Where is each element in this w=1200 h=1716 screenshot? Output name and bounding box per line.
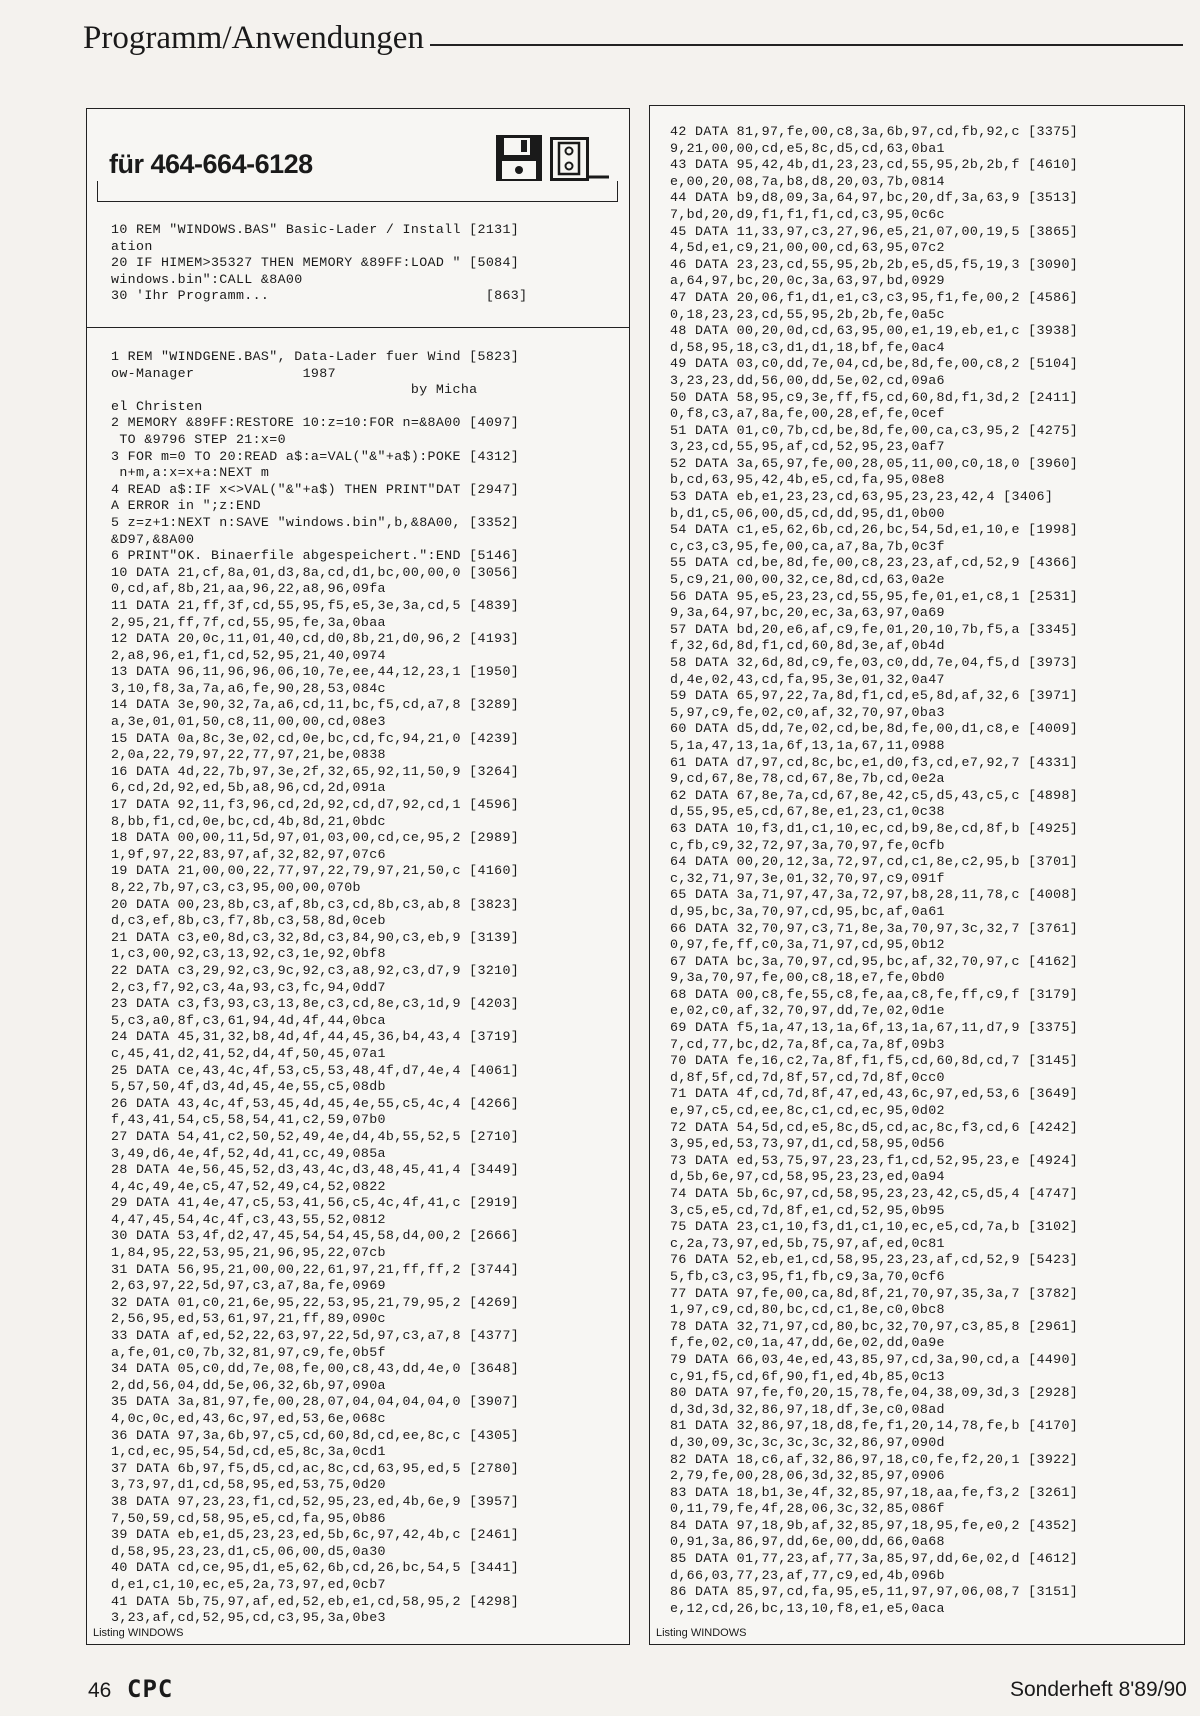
listing-caption: Listing WINDOWS bbox=[93, 1627, 184, 1639]
magazine-logo: CPC bbox=[127, 1675, 174, 1703]
platform-title: für 464-664-6128 bbox=[109, 149, 313, 179]
data-listing-continued: 42 DATA 81,97,fe,00,c8,3a,6b,97,cd,fb,92,c [3375] 9,21,00,00,cd,e5,8c,d5,cd,63,0ba1 43 DATA 95,42,4b,d1,23,23,cd,55,95,2b,2b,f [4610] e,00,20,08,7a,b8,d8,20,03,7b,0814 44 DATA b9,d8,09,3a,64,97,bc,20,df,3a,63,9 [3513] 7,bd,20,d9,f1,f1,f1,cd,c3,95,0c6c 45 DATA 11,33,97,c3,27,96,e5,21,07,00,19,5 [3865] 4,5d,e1,c9,21,00,00,cd,63,95,07c2 46 DATA 23,23,cd,55,95,2b,2b,e5,d5,f5,19,3 [3090] a,64,97,bc,20,0c,3a,63,97,bd,0929 47 DATA 20,06,f1,d1,e1,c3,c3,95,f1,fe,00,2 [4586] 0,18,23,23,cd,55,95,2b,2b,fe,0a5c 48 DATA 00,20,0d,cd,63,95,00,e1,19,eb,e1,c [3938] d,58,95,18,c3,d1,d1,18,bf,fe,0ac4 49 DATA 03,c0,dd,7e,04,cd,be,8d,fe,00,c8,2 [5104] 3,23,23,dd,56,00,dd,5e,02,cd,09a6 50 DATA 58,95,c9,3e,ff,f5,cd,60,8d,f1,3d,2 [2411] 0,f8,c3,a7,8a,fe,00,28,ef,fe,0cef 51 DATA 01,c0,7b,cd,be,8d,fe,00,ca,c3,95,2 [4275] 3,23,cd,55,95,af,cd,52,95,23,0af7 52 DATA 3a,65,97,fe,00,28,05,11,00,c0,18,0 [3960] b,cd,63,95,42,4b,e5,cd,fa,95,08e8 53 DATA eb,e1,23,23,cd,63,95,23,23,42,4 [3406] b,d1,c5,06,00,d5,cd,dd,95,d1,0b00 54 DATA c1,e5,62,6b,cd,26,bc,54,5d,e1,10,e [1998] c,c3,c3,95,fe,00,ca,a7,8a,7b,0c3f 55 DATA cd,be,8d,fe,00,c8,23,23,af,cd,52,9 [4366] 5,c9,21,00,00,32,ce,8d,cd,63,0a2e 56 DATA 95,e5,23,23,cd,55,95,fe,01,e1,c8,1 [2531] 9,3a,64,97,bc,20,ec,3a,63,97,0a69 57 DATA bd,20,e6,af,c9,fe,01,20,10,7b,f5,a [3345] f,32,6d,8d,f1,cd,60,8d,3e,af,0b4d 58 DATA 32,6d,8d,c9,fe,03,c0,dd,7e,04,f5,d [3973] d,4e,02,43,cd,fa,95,3e,01,32,0a47 59 DATA 65,97,22,7a,8d,f1,cd,e5,8d,af,32,6 [3971] 5,97,c9,fe,02,c0,af,32,70,97,0ba3 60 DATA d5,dd,7e,02,cd,be,8d,fe,00,d1,c8,e [4009] 5,1a,47,13,1a,6f,13,1a,67,11,0988 61 DATA d7,97,cd,8c,bc,e1,d0,f3,cd,e7,92,7 [4331] 9,cd,67,8e,78,cd,67,8e,7b,cd,0e2a 62 DATA 67,8e,7a,cd,67,8e,42,c5,d5,43,c5,c [4898] d,55,95,e5,cd,67,8e,e1,23,c1,0c38 63 DATA 10,f3,d1,c1,10,ec,cd,b9,8e,cd,8f,b [4925] c,fb,c9,32,72,97,3a,70,97,fe,0cfb 64 DATA 00,20,12,3a,72,97,cd,c1,8e,c2,95,b [3701] c,32,71,97,3e,01,32,70,97,c9,091f 65 DATA 3a,71,97,47,3a,72,97,b8,28,11,78,c [4008] d,95,bc,3a,70,97,cd,95,bc,af,0a61 66 DATA 32,70,97,c3,71,8e,3a,70,97,3c,32,7 [3761] 0,97,fe,ff,c0,3a,71,97,cd,95,0b12 67 DATA bc,3a,70,97,cd,95,bc,af,32,70,97,c [4162] 9,3a,70,97,fe,00,c8,18,e7,fe,0bd0 68 DATA 00,c8,fe,55,c8,fe,aa,c8,fe,ff,c9,f [3179] e,02,c0,af,32,70,97,dd,7e,02,0d1e 69 DATA f5,1a,47,13,1a,6f,13,1a,67,11,d7,9 [3375] 7,cd,77,bc,d2,7a,8f,ca,7a,8f,09b3 70 DATA fe,16,c2,7a,8f,f1,f5,cd,60,8d,cd,7 [3145] d,8f,5f,cd,7d,8f,57,cd,7d,8f,0cc0 71 DATA 4f,cd,7d,8f,47,ed,43,6c,97,ed,53,6 [3649] e,97,c5,cd,ee,8c,c1,cd,ec,95,0d02 72 DATA 54,5d,cd,e5,8c,d5,cd,ac,8c,f3,cd,6 [4242] 3,95,ed,53,73,97,d1,cd,58,95,0d56 73 DATA ed,53,75,97,23,23,f1,cd,52,95,23,e [4924] d,5b,6e,97,cd,58,95,23,23,ed,0a94 74 DATA 5b,6c,97,cd,58,95,23,23,42,c5,d5,4 [4747] 3,c5,e5,cd,7d,8f,e1,cd,52,95,0b95 75 DATA 23,c1,10,f3,d1,c1,10,ec,e5,cd,7a,b [3102] c,2a,73,97,ed,5b,75,97,af,ed,0c81 76 DATA 52,eb,e1,cd,58,95,23,23,af,cd,52,9 [5423] 5,fb,c3,c3,95,f1,fb,c9,3a,70,0cf6 77 DATA 97,fe,00,ca,8d,8f,21,70,97,35,3a,7 [3782] 1,97,c9,cd,80,bc,cd,c1,8e,c0,0bc8 78 DATA 32,71,97,cd,80,bc,32,70,97,c3,85,8 [2961] f,fe,02,c0,1a,47,dd,6e,02,dd,0a9e 79 DATA 66,03,4e,ed,43,85,97,cd,3a,90,cd,a [4490] c,91,f5,cd,6f,90,f1,ed,4b,85,0c13 80 DATA 97,fe,f0,20,15,78,fe,04,38,09,3d,3 [2928] d,3d,3d,32,86,97,18,df,3e,c0,08ad 81 DATA 32,86,97,18,d8,fe,f1,20,14,78,fe,b [4170] d,30,09,3c,3c,3c,3c,32,86,97,090d 82 DATA 18,c6,af,32,86,97,18,c0,fe,f2,20,1 [3922] 2,79,fe,00,28,06,3d,32,85,97,0906 83 DATA 18,b1,3e,4f,32,85,97,18,aa,fe,f3,2 [3261] 0,11,79,fe,4f,28,06,3c,32,85,086f 84 DATA 97,18,9b,af,32,85,97,18,95,fe,e0,2 [4352] 0,91,3a,86,97,dd,6e,00,dd,66,0a68 85 DATA 01,77,23,af,77,3a,85,97,dd,6e,02,d [4612] d,66,03,77,23,af,77,c9,ed,4b,096b 86 DATA 85,97,cd,fa,95,e5,11,97,97,06,08,7 [3151] e,12,cd,26,bc,13,10,f8,e1,e5,0aca bbox=[670, 124, 1079, 1616]
installer-listing: 10 REM "WINDOWS.BAS" Basic-Lader / Install [2131] ation 20 IF HIMEM>35327 THEN MEMORY &89FF:LOAD " [5084] windows.bin":CALL &8A00 30 'Ihr Programm... [863] bbox=[111, 222, 528, 304]
section-divider bbox=[87, 327, 629, 328]
issue-label: Sonderheft 8'89/90 bbox=[1010, 1678, 1187, 1701]
data-loader-listing: 1 REM "WINDGENE.BAS", Data-Lader fuer Wind [5823] ow-Manager 1987 by Micha el Christen 2 MEMORY &89FF:RESTORE 10:z=10:FOR n=&8A00 [4097] TO &9796 STEP 21:x=0 3 FOR m=0 TO 20:READ a$:a=VAL("&"+a$):POKE [4312] n+m,a:x=x+a:NEXT m 4 READ a$:IF x<>VAL("&"+a$) THEN PRINT"DAT [2947] A ERROR in ";z:END 5 z=z+1:NEXT n:SAVE "windows.bin",b,&8A00, [3352] &D97,&8A00 6 PRINT"OK. Binaerfile abgespeichert.":END [5146] 10 DATA 21,cf,8a,01,d3,8a,cd,d1,bc,00,00,0 [3056] 0,cd,af,8b,21,aa,96,22,a8,96,09fa 11 DATA 21,ff,3f,cd,55,95,f5,e5,3e,3a,cd,5 [4839] 2,95,21,ff,7f,cd,55,95,fe,3a,0baa 12 DATA 20,0c,11,01,40,cd,d0,8b,21,d0,96,2 [4193] 2,a8,96,e1,f1,cd,52,95,21,40,0974 13 DATA 96,11,96,96,06,10,7e,ee,44,12,23,1 [1950] 3,10,f8,3a,7a,a6,fe,90,28,53,084c 14 DATA 3e,90,32,7a,a6,cd,11,bc,f5,cd,a7,8 [3289] a,3e,01,01,50,c8,11,00,00,cd,08e3 15 DATA 0a,8c,3e,02,cd,0e,bc,cd,fc,94,21,0 [4239] 2,0a,22,79,97,22,77,97,21,be,0838 16 DATA 4d,22,7b,97,3e,2f,32,65,92,11,50,9 [3264] 6,cd,2d,92,ed,5b,a8,96,cd,2d,091a 17 DATA 92,11,f3,96,cd,2d,92,cd,d7,92,cd,1 [4596] 8,bb,f1,cd,0e,bc,cd,4b,8d,21,0bdc 18 DATA 00,00,11,5d,97,01,03,00,cd,ce,95,2 [2989] 1,9f,97,22,83,97,af,32,82,97,07c6 19 DATA 21,00,00,22,77,97,22,79,97,21,50,c [4160] 8,22,7b,97,c3,c3,95,00,00,070b 20 DATA 00,23,8b,c3,af,8b,c3,cd,8b,c3,ab,8 [3823] d,c3,ef,8b,c3,f7,8b,c3,58,8d,0ceb 21 DATA c3,e0,8d,c3,32,8d,c3,84,90,c3,eb,9 [3139] 1,c3,00,92,c3,13,92,c3,1e,92,0bf8 22 DATA c3,29,92,c3,9c,92,c3,a8,92,c3,d7,9 [3210] 2,c3,f7,92,c3,4a,93,c3,fc,94,0dd7 23 DATA c3,f3,93,c3,13,8e,c3,cd,8e,c3,1d,9 [4203] 5,c3,a0,8f,c3,61,94,4d,4f,44,0bca 24 DATA 45,31,32,b8,4d,4f,44,45,36,b4,43,4 [3719] c,45,41,d2,41,52,d4,4f,50,45,07a1 25 DATA ce,43,4c,4f,53,c5,53,48,4f,d7,4e,4 [4061] 5,57,50,4f,d3,4d,45,4e,55,c5,08db 26 DATA 43,4c,4f,53,45,4d,45,4e,55,c5,4c,4 [4266] f,43,41,54,c5,58,54,41,c2,59,07b0 27 DATA 54,41,c2,50,52,49,4e,d4,4b,55,52,5 [2710] 3,49,d6,4e,4f,52,4d,41,cc,49,085a 28 DATA 4e,56,45,52,d3,43,4c,d3,48,45,41,4 [3449] 4,4c,49,4e,c5,47,52,49,c4,52,0822 29 DATA 41,4e,47,c5,53,41,56,c5,4c,4f,41,c [2919] 4,47,45,54,4c,4f,c3,43,55,52,0812 30 DATA 53,4f,d2,47,45,54,54,45,58,d4,00,2 [2666] 1,84,95,22,53,95,21,96,95,22,07cb 31 DATA 56,95,21,00,00,22,61,97,21,ff,ff,2 [3744] 2,63,97,22,5d,97,c3,a7,8a,fe,0969 32 DATA 01,c0,21,6e,95,22,53,95,21,79,95,2 [4269] 2,56,95,ed,53,61,97,21,ff,89,090c 33 DATA af,ed,52,22,63,97,22,5d,97,c3,a7,8 [4377] a,fe,01,c0,7b,32,81,97,c9,fe,0b5f 34 DATA 05,c0,dd,7e,08,fe,00,c8,43,dd,4e,0 [3648] 2,dd,56,04,dd,5e,06,32,6b,97,090a 35 DATA 3a,81,97,fe,00,28,07,04,04,04,04,0 [3907] 4,0c,0c,ed,43,6c,97,ed,53,6e,068c 36 DATA 97,3a,6b,97,c5,cd,60,8d,cd,ee,8c,c [4305] 1,cd,ec,95,54,5d,cd,e5,8c,3a,0cd1 37 DATA 6b,97,f5,d5,cd,ac,8c,cd,63,95,ed,5 [2780] 3,73,97,d1,cd,58,95,ed,53,75,0d20 38 DATA 97,23,23,f1,cd,52,95,23,ed,4b,6e,9 [3957] 7,50,59,cd,58,95,e5,cd,fa,95,0b86 39 DATA eb,e1,d5,23,23,ed,5b,6c,97,42,4b,c [2461] d,58,95,23,23,d1,c5,06,00,d5,0a30 40 DATA cd,ce,95,d1,e5,62,6b,cd,26,bc,54,5 [3441] d,e1,c1,10,ec,e5,2a,73,97,ed,0cb7 41 DATA 5b,75,97,af,ed,52,eb,e1,cd,58,95,2 [4298] 3,23,af,cd,52,95,cd,c3,95,3a,0be3 bbox=[111, 349, 520, 1626]
floppy-disk-icon bbox=[495, 134, 543, 182]
listing-caption: Listing WINDOWS bbox=[656, 1627, 747, 1639]
page-title: Programm/Anwendungen bbox=[83, 20, 430, 57]
platform-banner bbox=[97, 119, 617, 203]
banner-frame bbox=[97, 181, 618, 202]
page-number: 46 bbox=[88, 1679, 112, 1702]
left-column bbox=[86, 108, 630, 1645]
right-column bbox=[649, 105, 1185, 1645]
page-header bbox=[83, 18, 1183, 60]
cassette-tape-icon bbox=[550, 137, 610, 181]
